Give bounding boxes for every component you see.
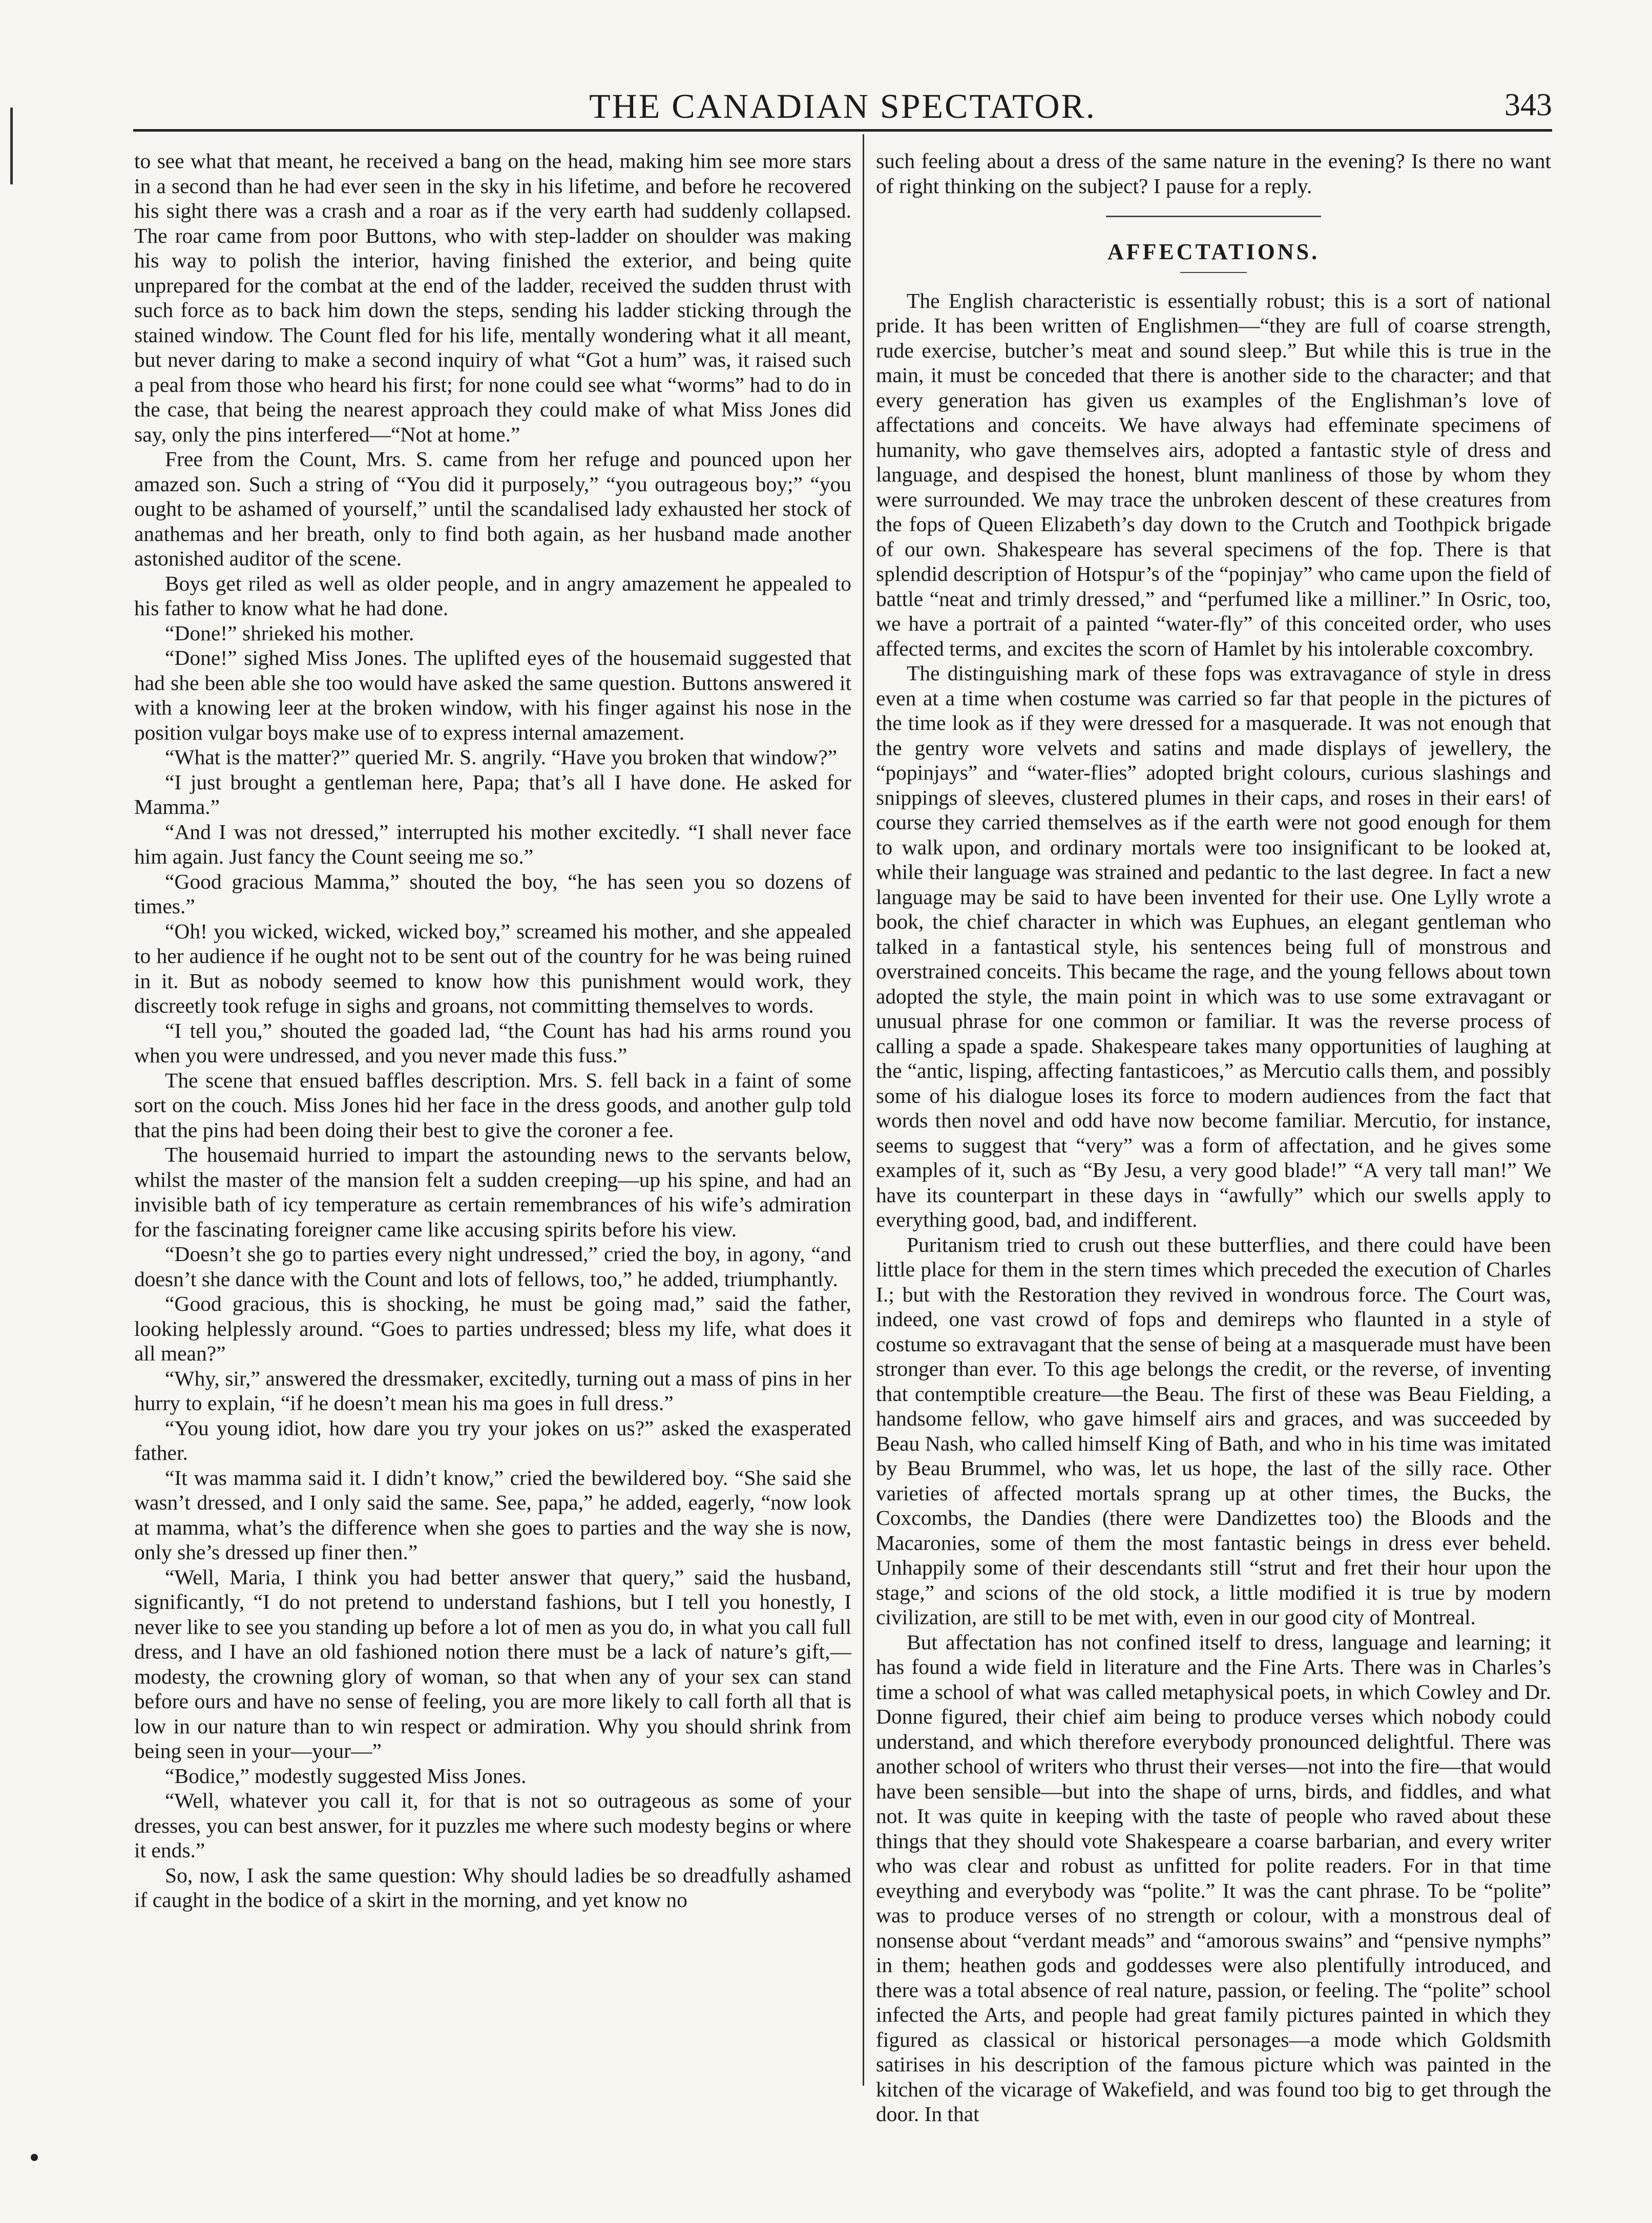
paragraph: “Why, sir,” answered the dressmaker, excitedly, turning out a mass of pins in her hurry to explain, “if he doesn’t mean his ma goes in full dress.” (134, 1366, 851, 1415)
section-separator (1106, 216, 1321, 217)
column-divider (863, 134, 864, 2086)
paragraph: “I just brought a gentleman here, Papa; that’s all I have done. He asked for Mamma.” (134, 770, 851, 819)
paragraph: The scene that ensued baffles description. Mrs. S. fell back in a faint of some sort on the couch. Miss Jones hid her face in the dress goods, and another gulp told that the pins had been doing their best to give the coroner a fee. (134, 1068, 851, 1142)
paragraph: Free from the Count, Mrs. S. came from her refuge and pounced upon her amazed son. Such a string of “You did it purposely,” “you outrageous boy;” “you ought to be ashamed of yourself,” until the scandalised lady exhausted her stock of anathemas and her breath, only to find both again, as her husband made another astonished auditor of the scene. (134, 447, 851, 570)
paragraph: “And I was not dressed,” interrupted his mother excitedly. “I shall never face him again. Just fancy the Count seeing me so.” (134, 820, 851, 868)
paragraph: The housemaid hurried to impart the astounding news to the servants below, whilst the master of the mansion felt a sudden creeping—up his spine, and had an invisible bath of icy temperature as certain remembrances of his wife’s admiration for the fascinating foreigner came like accusing spirits before his view. (134, 1143, 851, 1241)
paragraph: “You young idiot, how dare you try your jokes on us?” asked the exasperated father. (134, 1416, 851, 1464)
paragraph: “Good gracious, this is shocking, he must be going mad,” said the father, looking helplessly around. “Goes to parties undressed; bless my life, what does it all mean?” (134, 1292, 851, 1365)
paragraph: Boys get riled as well as older people, and in angry amazement he appealed to his father to know what he had done. (134, 571, 851, 620)
paragraph: “Done!” shrieked his mother. (165, 621, 414, 645)
paragraph: “It was mamma said it. I didn’t know,” cried the bewildered boy. “She said she wasn’t dressed, and I only said the same. See, papa,” he added, eagerly, “now look at mamma, what’s the difference when she goes to parties and the way she is now, only she’s dressed up finer then.” (134, 1465, 851, 1564)
paragraph: But affectation has not confined itself to dress, language and learning; it has found a wide field in literature and the Fine Arts. There was in Charles’s time a school of what was called metaphysical poets, in which Cowley and Dr. Donne figured, their chief aim being to produce verses which nobody could understand, and which therefore everybody pronounced delightful. There was another school of writers who thrust their verses—not into the fire—that would have been sensible—but into the shape of urns, birds, and fiddles, and what not. It was quite in keeping with the taste of people who raved about these things that they should vote Shakespeare a coarse barbarian, and every writer who was clear and robust as unfitted for polite readers. For in that time eveything and everybody was “polite.” It was the cant phrase. To be “polite” was to produce verses of no strength or colour, with a monstrous deal of nonsense about “verdant meads” and “amorous swains” and “pensive nymphs” in them; heathen gods and goddesses were also plentifully introduced, and there was a total absence of real nature, passion, or feeling. The “polite” school infected the Arts, and people had great family pictures painted in which they figured as classical or historical personages—a mode which Goldsmith satirises in his description of the famous picture which was painted in the kitchen of the vicarage of Wakefield, and was found too big to get through the door. In that (876, 1630, 1551, 2126)
masthead (133, 82, 1552, 133)
paragraph: “Doesn’t she go to parties every night undressed,” cried the boy, in agony, “and doesn’t she dance with the Count and lots of fellows, too,” he added, triumphantly. (134, 1242, 851, 1291)
header-rule (133, 129, 1552, 132)
paragraph: The distinguishing mark of these fops was extravagance of style in dress even at a time when costume was carried so far that people in the pictures of the time look as if they were dressed for a masquerade. It was not enough that the gentry wore velvets and satins and made displays of jewellery, the “popinjays” and “water-flies” adopted bright colours, curious slashings and snippings of sleeves, clustered plumes in their caps, and roses in their ears! of course they carried themselves as if the earth were not good enough for them to walk upon, and ordinary mortals were too insignificant to be looked at, while their language was strained and pedantic to the last degree. In fact a new language may be said to have been invented for their use. One Lylly wrote a book, the chief character in which was Euphues, an elegant gentleman who talked in a fantastical style, his sentences being full of monstrous and overstrained conceits. This became the rage, and the young fellows about town adopted the style, the main point in which was to use some extravagant or unusual phrase for one common or familiar. It was the reverse process of calling a spade a spade. Shakespeare takes many opportunities of laughing at the “antic, lisping, affecting fantasticoes,” as Mercutio calls them, and possibly some of his dialogue loses its force to modern audiences from the fact that words then novel and odd have now become familiar. Mercutio, for instance, seems to suggest that “very” was a form of affectation, and he gives some examples of it, such as “By Jesu, a very good blade!” “A very tall man!” We have its counterpart in these days in “awfully” which our swells apply to everything good, bad, and indifferent. (876, 661, 1551, 1231)
margin-ink-dot (31, 2154, 38, 2161)
paragraph: So, now, I ask the same question: Why should ladies be so dreadfully ashamed if caught in the bodice of a skirt in the morning, and yet know no (134, 1863, 851, 1912)
left-column (134, 149, 851, 2080)
paragraph: “What is the matter?” queried Mr. S. angrily. “Have you broken that window?” (165, 745, 838, 769)
paragraph: “Good gracious Mamma,” shouted the boy, “he has seen you so dozens of times.” (134, 869, 851, 918)
paragraph: The English characteristic is essentially robust; this is a sort of national pride. It has been written of Englishmen—“they are full of coarse strength, rude exercise, butcher’s meat and sound sleep.” But while this is true in the main, it must be conceded that there is another side to the character; and that every generation has given us examples of the Englishman’s love of affectations and conceits. We have always had effeminate specimens of humanity, who gave themselves airs, adopted a fantastic style of dress and language, and despised the honest, blunt manliness of those by whom they were surrounded. We may trace the unbroken descent of these creatures from the fops of Queen Elizabeth’s day down to the Crutch and Toothpick brigade of our own. Shakespeare has several specimens of the fop. There is that splendid description of Hotspur’s of the “popinjay” who came upon the field of battle “neat and trimly dressed,” and “perfumed like a milliner.” In Osric, too, we have a portrait of a painted “water-fly” of this conceited order, who uses affected terms, and excites the scorn of Hamlet by his intolerable coxcombry. (876, 288, 1551, 660)
publication-title: THE CANADIAN SPECTATOR. (589, 87, 1096, 125)
article-heading: AFFECTATIONS. (1107, 239, 1320, 264)
paragraph: Puritanism tried to crush out these butterflies, and there could have been little place for them in the stern times which preceded the execution of Charles I.; but with the Restoration they revived in wondrous force. The Court was, indeed, one vast crowd of fops and demireps who flaunted in a style of costume so extravagant that the sense of being at a masquerade must have been stronger than ever. To this age belongs the credit, or the reverse, of inventing that contemptible creature—the Beau. The first of these was Beau Fielding, a handsome fellow, who gave himself airs and graces, and was succeeded by Beau Nash, who called himself King of Bath, and who in his time was imitated by Beau Brummel, who was, let us hope, the last of the silly race. Other varieties of affected mortals sprang up at other times, the Bucks, the Coxcombs, the Dandies (there were Dandizettes too) the Bloods and the Macaronies, some of them the most fantastic beings in dress ever beheld. Unhappily some of their descendants still “strut and fret their hour upon the stage,” and scions of the old stock, a little modified it is true by modern civilization, are still to be met with, even in our good city of Montreal. (876, 1232, 1551, 1629)
paragraph: “Well, Maria, I think you had better answer that query,” said the husband, significantly, “I do not pretend to understand fashions, but I tell you honestly, I never like to see you standing up before a lot of men as you do, in what you call full dress, and I have an old fashioned notion there must be a lack of nature’s gift,—modesty, the crowning glory of woman, so that when any of your sex can stand before ours and have no sense of feeling, you are more likely to call forth all that is low in our nature than to win respect or admiration. Why you should shrink from being seen in your—your—” (134, 1565, 851, 1763)
page-number: 343 (1504, 88, 1552, 122)
paragraph: “Done!” sighed Miss Jones. The uplifted eyes of the housemaid suggested that had she been able she too would have asked the same question. Buttons answered it with a knowing leer at the broken window, with his finger against his nose in the position vulgar boys make use of to express internal amazement. (134, 646, 851, 744)
paragraph: “Oh! you wicked, wicked, wicked boy,” screamed his mother, and she appealed to her audience if he ought not to be sent out of the country for he was being ruined in it. But as nobody seemed to know how this punishment would work, they discreetly took refuge in sighs and groans, not committing themselves to words. (134, 919, 851, 1017)
heading-rule (1180, 272, 1247, 273)
margin-ink-mark (10, 108, 13, 184)
right-column (876, 149, 1551, 2126)
paragraph: “Well, whatever you call it, for that is not so outrageous as some of your dresses, you can best answer, for it puzzles me where such modesty begins or where it ends.” (134, 1789, 851, 1862)
paragraph: such feeling about a dress of the same nature in the evening? Is there no want of right thinking on the subject? I pause for a reply. (876, 149, 1551, 198)
paragraph: “Bodice,” modestly suggested Miss Jones. (165, 1764, 527, 1788)
paragraph: “I tell you,” shouted the goaded lad, “the Count has had his arms round you when you were undressed, and you never made this fuss.” (134, 1018, 851, 1067)
paragraph: to see what that meant, he received a bang on the head, making him see more stars in a second than he had ever seen in the sky in his lifetime, and before he recovered his sight there was a crash and a roar as if the very earth had suddenly collapsed. The roar came from poor Buttons, who with step-ladder on shoulder was making his way to polish the interior, having finished the exterior, and being quite unprepared for the combat at the end of the ladder, received the sudden thrust with such force as to back him down the steps, sending his ladder sticking through the stained window. The Count fled for his life, mentally wondering what it all meant, but never daring to make a second inquiry of what “Got a hum” was, it raised such a peal from those who heard his first; for none could see what “worms” had to do in the case, that being the nearest approach they could make of what Miss Jones did say, only the pins interfered—“Not at home.” (134, 149, 851, 446)
